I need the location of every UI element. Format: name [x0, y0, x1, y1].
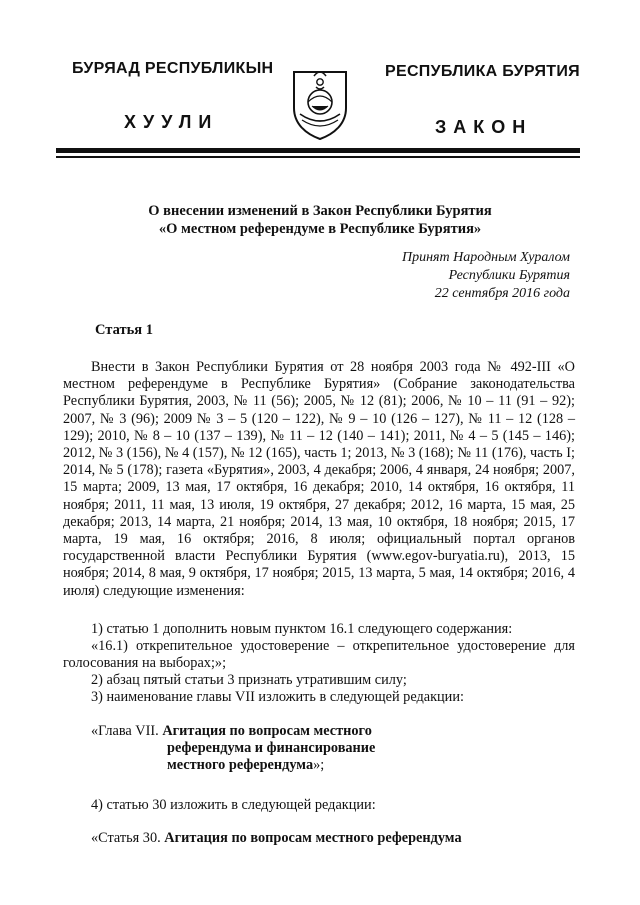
chapter-suffix: »;	[313, 757, 325, 773]
article-30-title: Агитация по вопросам местного референдума	[164, 830, 462, 846]
amendment-item-1-quote: «16.1) открепительное удостоверение – открепительное удостоверение для голосования на выборах;»;	[63, 638, 575, 672]
chapter-title-part-3: местного референдума	[167, 757, 314, 773]
header-rule-thick	[56, 148, 580, 153]
law-title-line-1: О внесении изменений в Закон Республики Бурятия	[148, 203, 492, 219]
amendment-item-4: 4) статью 30 изложить в следующей редакции:	[91, 797, 376, 813]
amendment-item-3: 3) наименование главы VII изложить в следующей редакции:	[91, 689, 464, 705]
amendment-item-1: 1) статью 1 дополнить новым пунктом 16.1 следующего содержания:	[91, 621, 513, 637]
article-1-heading: Статья 1	[95, 322, 153, 338]
header-rule-thin	[56, 156, 580, 158]
chapter-heading-line-1	[91, 723, 372, 740]
article-1-intro-paragraph: Внести в Закон Республики Бурятия от 28 ноября 2003 года № 492-III «О местном референдуме в Республике Бурятия» (Собрание законодательства Республики Бурятия, 2003, № 11 (56); 2005, № 12 (81); 2006, № 10 – 11 (91 – 92); 2007, № 3 (96); 2009 № 3 – 5 (120 – 122), № 9 – 10 (126 – 127), № 11 – 12 (128 – 129); 2010, № 8 – 10 (137 – 139), № 11 – 12 (140 – 141); 2011, № 4 – 5 (145 – 146); 2012, № 3 (156), № 4 (157), № 12 (165), часть 1; 2013, № 3 (168); № 11 (176), часть I; 2014, № 5 (178); газета «Бурятия», 2003, 4 декабря; 2006, 4 января, 24 ноября; 2007, 15 марта; 2009, 13 мая, 17 октября, 16 декабря; 2010, 14 октября, 16 октября, 11 ноября; 2011, 11 мая, 13 июля, 19 октября, 27 декабря; 2012, 16 марта, 15 мая, 25 декабря; 2013, 14 марта, 21 ноября; 2014, 13 мая, 10 октября, 18 ноября; 2015, 17 марта, 19 мая, 16 октября; 2016, 8 июля; официальный портал органов государственной власти Республики Бурятия (www.egov-buryatia.ru), 2013, 15 ноября; 2014, 8 мая, 9 октября, 17 ноября; 2015, 13 марта, 5 мая, 14 октября; 2016, 4 июля) следующие изменения:	[63, 359, 575, 599]
header-right-doc-type: ЗАКОН	[435, 117, 533, 137]
header-left-doc-type: ХУУЛИ	[124, 112, 219, 132]
coat-of-arms-icon	[288, 62, 352, 142]
adopted-by-line-2: Республики Бурятия	[448, 268, 570, 283]
article-30-heading	[91, 830, 462, 847]
adoption-date: 22 сентября 2016 года	[434, 286, 570, 301]
header-left-org: БУРЯАД РЕСПУБЛИКЫН	[72, 60, 274, 77]
law-title-line-2: «О местном референдуме в Республике Бурятия»	[158, 221, 482, 237]
chapter-title-part-1: Агитация по вопросам местного	[162, 723, 372, 739]
chapter-title-part-2: референдума и финансирование	[167, 740, 376, 756]
chapter-prefix: «Глава VII.	[91, 723, 159, 739]
article-30-prefix: «Статья 30.	[91, 830, 161, 846]
header-right-org: РЕСПУБЛИКА БУРЯТИЯ	[385, 63, 580, 80]
amendment-item-2: 2) абзац пятый статьи 3 признать утратившим силу;	[91, 672, 407, 688]
chapter-heading-line-3	[167, 757, 324, 774]
adopted-by-line-1: Принят Народным Хуралом	[401, 250, 570, 265]
